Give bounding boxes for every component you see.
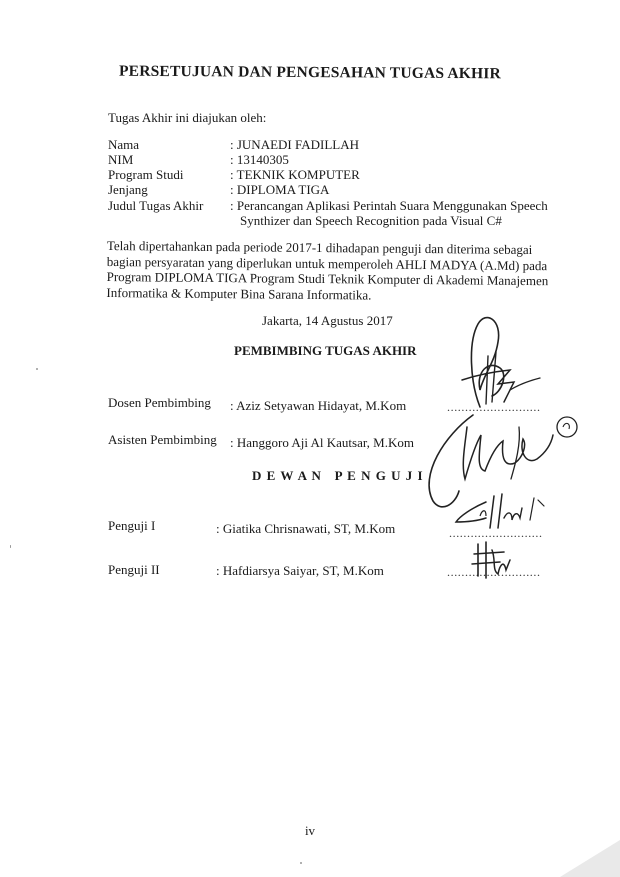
info-label: Program Studi bbox=[108, 167, 184, 182]
page-title: PERSETUJUAN DAN PENGESAHAN TUGAS AKHIR bbox=[118, 62, 502, 83]
info-value: : JUNAEDI FADILLAH bbox=[230, 137, 360, 152]
ink-stamp-circle-icon bbox=[557, 417, 577, 437]
signature-penguji-2 bbox=[470, 540, 520, 580]
info-value: : DIPLOMA TIGA bbox=[230, 182, 330, 197]
penguji-1-label: Penguji I bbox=[108, 518, 156, 533]
dewan-penguji-heading: D E W A N P E N G U J I bbox=[252, 468, 424, 483]
info-label: Jenjang bbox=[108, 182, 148, 197]
info-label: Nama bbox=[108, 137, 140, 152]
paragraph-line: Informatika & Komputer Bina Sarana Informatika. bbox=[106, 284, 372, 303]
dosen-pembimbing-label: Dosen Pembimbing bbox=[108, 395, 211, 410]
scan-speck bbox=[36, 368, 38, 370]
asisten-pembimbing-label: Asisten Pembimbing bbox=[108, 432, 217, 447]
dosen-pembimbing-name: : Aziz Setyawan Hidayat, M.Kom bbox=[230, 398, 407, 413]
signature-dosen-pembimbing bbox=[440, 312, 550, 412]
date-place: Jakarta, 14 Agustus 2017 bbox=[262, 313, 393, 328]
info-value: : 13140305 bbox=[230, 152, 289, 167]
paragraph-line: Telah dipertahankan pada periode 2017-1 dihadapan penguji dan diterima sebagai bbox=[106, 238, 533, 258]
info-label: NIM bbox=[108, 152, 134, 167]
signature-penguji-1 bbox=[450, 488, 550, 533]
paragraph-line: Program DIPLOMA TIGA Program Studi Teknik Komputer di Akademi Manajemen bbox=[106, 268, 549, 289]
judul-line-2: Synthizer dan Speech Recognition pada Visual C# bbox=[240, 213, 502, 228]
penguji-2-label: Penguji II bbox=[108, 562, 160, 577]
penguji-1-name: : Giatika Chrisnawati, ST, M.Kom bbox=[216, 521, 396, 536]
approval-paragraph bbox=[106, 238, 557, 304]
scan-speck bbox=[300, 862, 302, 864]
info-value bbox=[230, 198, 548, 228]
signature-line: .......................... bbox=[449, 526, 543, 540]
intro-text: Tugas Akhir ini diajukan oleh: bbox=[108, 110, 267, 125]
page-corner-shadow bbox=[560, 840, 620, 877]
judul-line-1: : Perancangan Aplikasi Perintah Suara Menggunakan Speech bbox=[230, 198, 548, 213]
paragraph-line: bagian persyaratan yang diperlukan untuk memperoleh AHLI MADYA (A.Md) pada bbox=[106, 253, 548, 273]
pembimbing-heading: PEMBIMBING TUGAS AKHIR bbox=[234, 343, 417, 358]
scan-speck bbox=[10, 545, 11, 548]
asisten-pembimbing-name: : Hanggoro Aji Al Kautsar, M.Kom bbox=[230, 435, 414, 450]
info-value: : TEKNIK KOMPUTER bbox=[230, 167, 360, 182]
signature-line: .......................... bbox=[447, 400, 541, 414]
info-label: Judul Tugas Akhir bbox=[108, 198, 204, 213]
penguji-2-name: : Hafdiarsya Saiyar, ST, M.Kom bbox=[216, 563, 384, 578]
page-number: iv bbox=[304, 823, 316, 838]
signature-line: .......................... bbox=[447, 565, 541, 579]
